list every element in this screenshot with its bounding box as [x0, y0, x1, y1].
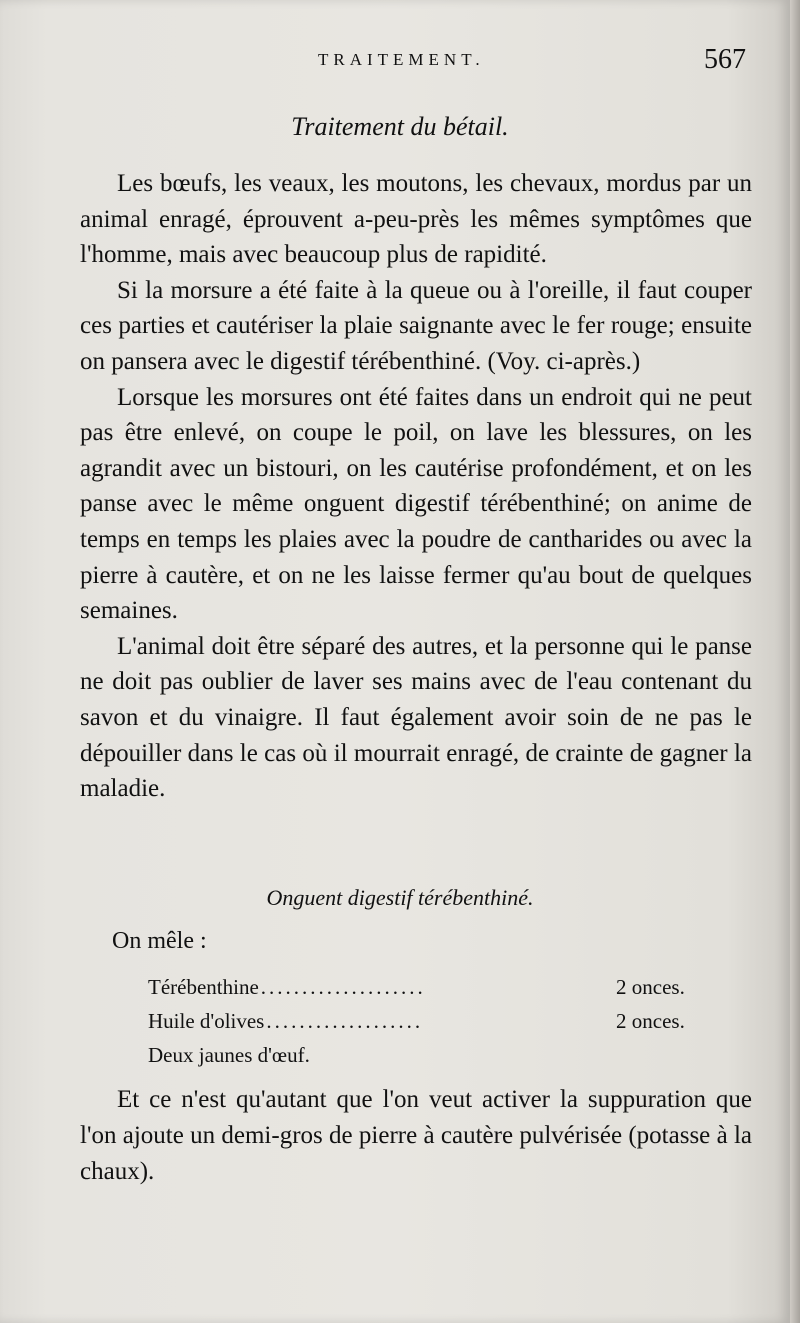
ingredient-name: Huile d'olives — [148, 1009, 265, 1033]
paragraph-tail-ear: Si la morsure a été faite à la queue ou à l'oreille, il faut couper ces parties et cautériser la plaie saignante avec le fer rouge; ensuite on pansera avec le digestif térébenthiné. (Voy. ci-après.) — [80, 276, 752, 375]
paragraph-wounds: Lorsque les morsures ont été faites dans un endroit qui ne peut pas être enlevé, on coupe le poil, on lave les blessures, on les agrandit avec un bistouri, on les cautérise profondément, et on les panse avec le même onguent digestif térébenthiné; on anime de temps en temps les plaies avec la poudre de cantharides ou avec la pierre à cautère, et on ne les laisse fermer qu'au bout de quelques semaines. — [80, 383, 752, 625]
leader-dots: .................... — [260, 975, 426, 999]
page-number: 567 — [704, 44, 746, 75]
ingredient-row — [148, 1004, 708, 1038]
recipe-intro: On mêle : — [112, 928, 207, 954]
paragraph-suppuration: Et ce n'est qu'autant que l'on veut activer la suppuration que l'on ajoute un demi-gros de pierre à cautère pulvérisée (potasse à la chaux). — [80, 1086, 752, 1185]
body-text — [80, 166, 752, 807]
running-title: TRAITEMENT. — [318, 50, 485, 69]
running-head — [0, 44, 800, 84]
closing-text — [80, 1082, 752, 1190]
page-edge-shadow — [790, 0, 800, 1323]
ingredient-row — [148, 1038, 708, 1072]
paragraph-symptoms: Les bœufs, les veaux, les moutons, les chevaux, mordus par un animal enragé, éprouvent a-peu-près les mêmes symptômes que l'homme, mais avec beaucoup plus de rapidité. — [80, 170, 752, 269]
paragraph-isolation: L'animal doit être séparé des autres, et la personne qui le panse ne doit pas oublier de laver ses mains avec de l'eau contenant du savon et du vinaigre. Il faut également avoir soin de ne pas le dépouiller dans le cas où il mourrait enragé, de crainte de gagner la maladie. — [80, 632, 752, 803]
ingredient-name: Deux jaunes d'œuf. — [148, 1043, 310, 1067]
recipe-title: Onguent digestif térébenthiné. — [266, 885, 534, 910]
ingredient-quantity: 2 onces. — [616, 1009, 685, 1033]
leader-dots: ................... — [266, 1009, 424, 1033]
ingredient-list — [148, 970, 708, 1072]
ingredient-row — [148, 970, 708, 1004]
ingredient-name: Térébenthine — [148, 975, 259, 999]
section-title: Traitement du bétail. — [291, 112, 509, 141]
ingredient-quantity: 2 onces. — [616, 975, 685, 999]
